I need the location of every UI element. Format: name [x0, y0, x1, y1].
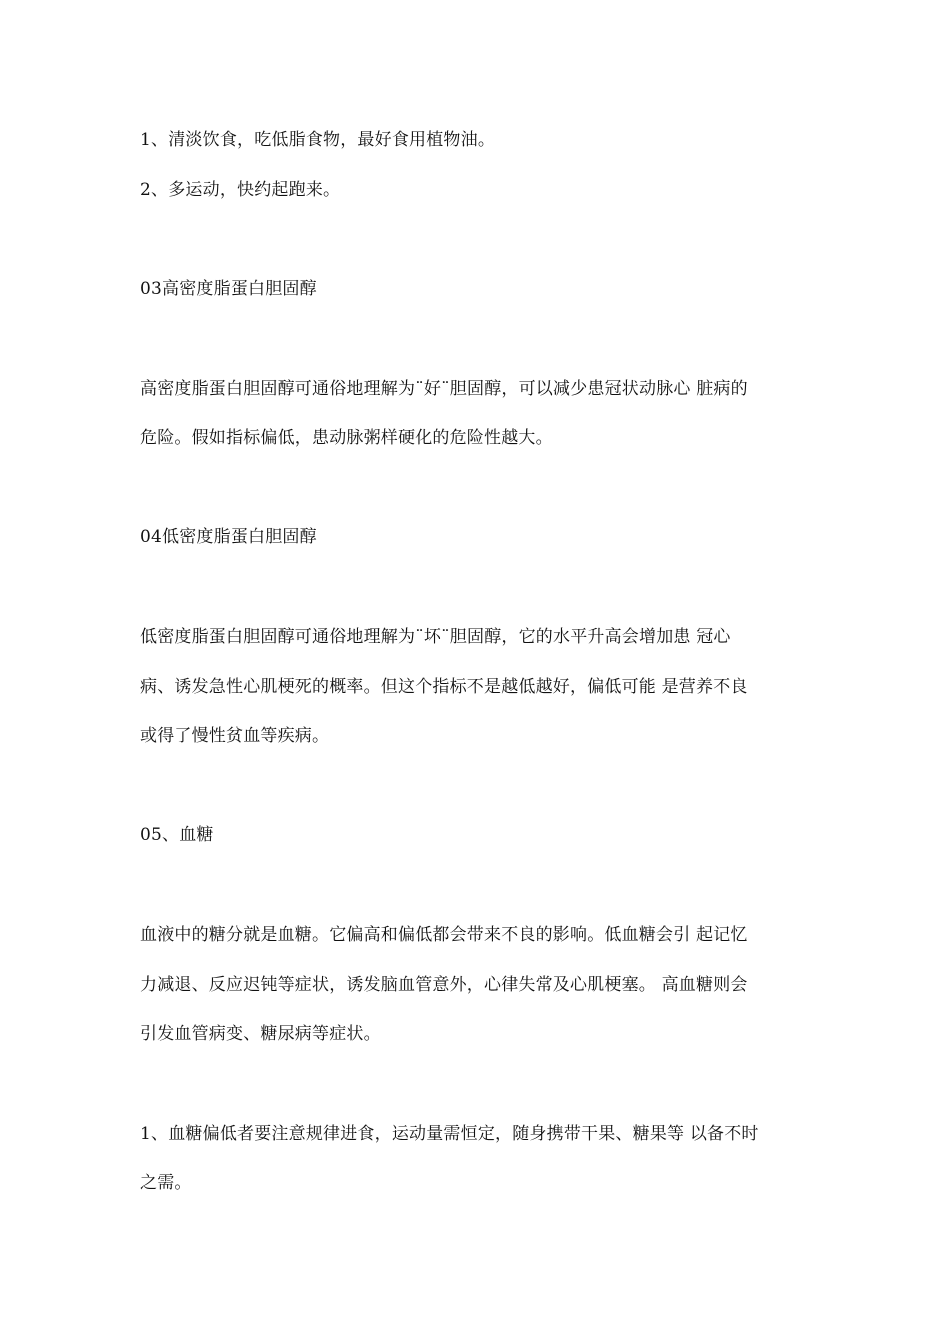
section-heading-hdl: 03高密度脂蛋白胆固醇 — [140, 279, 317, 299]
list-item-low-sugar-advice-line-2: 之需。 — [140, 1173, 192, 1193]
section-heading-blood-sugar: 05、血糖 — [140, 825, 214, 845]
paragraph-ldl-line-1: 低密度脂蛋白胆固醇可通俗地理解为¨坏¨胆固醇，它的水平升高会增加患 冠心 — [140, 627, 731, 647]
list-item-low-fat-diet: 1、清淡饮食，吃低脂食物，最好食用植物油。 — [140, 130, 496, 150]
paragraph-blood-sugar-line-1: 血液中的糖分就是血糖。它偏高和偏低都会带来不良的影响。低血糖会引 起记忆 — [140, 925, 748, 945]
paragraph-hdl-line-2: 危险。假如指标偏低，患动脉粥样硬化的危险性越大。 — [140, 428, 553, 448]
paragraph-ldl-line-2: 病、诱发急性心肌梗死的概率。但这个指标不是越低越好，偏低可能 是营养不良 — [140, 677, 748, 697]
list-item-low-sugar-advice-line-1: 1、血糖偏低者要注意规律进食，运动量需恒定，随身携带干果、糖果等 以备不时 — [140, 1124, 759, 1144]
paragraph-blood-sugar-line-2: 力减退、反应迟钝等症状，诱发脑血管意外，心律失常及心肌梗塞。 高血糖则会 — [140, 975, 748, 995]
paragraph-ldl-line-3: 或得了慢性贫血等疾病。 — [140, 726, 330, 746]
paragraph-blood-sugar-line-3: 引发血管病变、糖尿病等症状。 — [140, 1024, 381, 1044]
list-item-exercise: 2、多运动，快约起跑来。 — [140, 180, 341, 200]
paragraph-hdl-line-1: 高密度脂蛋白胆固醇可通俗地理解为¨好¨胆固醇，可以减少患冠状动脉心 脏病的 — [140, 379, 748, 399]
section-heading-ldl: 04低密度脂蛋白胆固醇 — [140, 527, 317, 547]
